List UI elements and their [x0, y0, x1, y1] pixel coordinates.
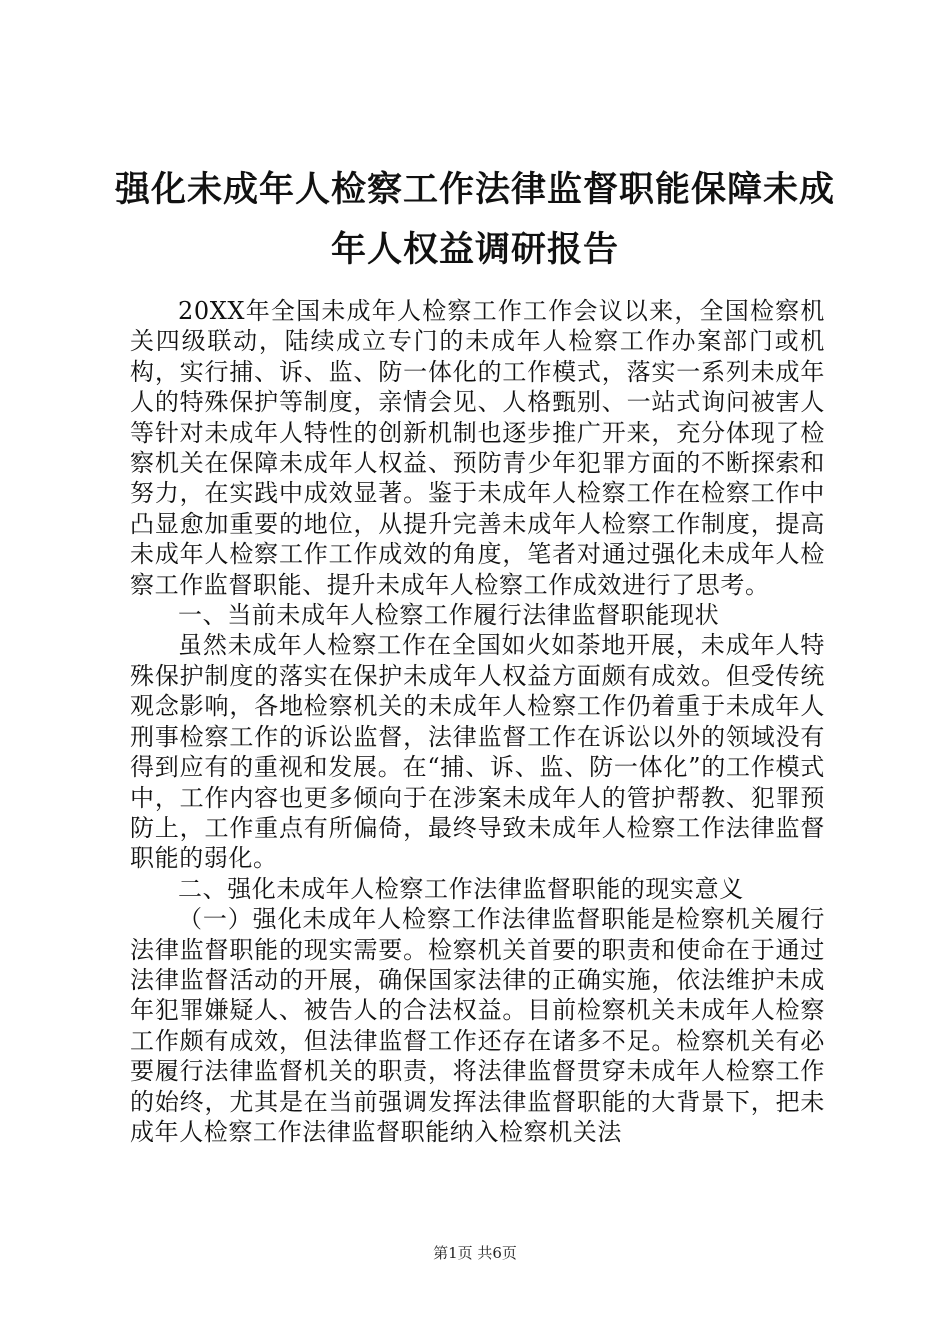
- section-heading-1: 一、当前未成年人检察工作履行法律监督职能现状: [178, 601, 720, 630]
- document-title: 强化未成年人检察工作法律监督职能保障未成年人权益调研报告: [114, 170, 835, 270]
- paragraph-significance: （一）强化未成年人检察工作法律监督职能是检察机关履行法律监督职能的现实需要。检察机关首要的职责和使命在于通过法律监督活动的开展，确保国家法律的正确实施，依法维护未成年犯罪嫌疑人、被告人的合法权益。目前检察机关未成年人检察工作颇有成效，但法律监督工作还存在诸多不足。检察机关有必要履行法律监督机关的职责，将法律监督贯穿未成年人检察工作的始终，尤其是在当前强调发挥法律监督职能的大背景下，把未成年人检察工作法律监督职能纳入检察机关法: [130, 905, 825, 1146]
- paragraph-intro: 20XX年全国未成年人检察工作工作会议以来，全国检察机关四级联动，陆续成立专门的未成年人检察工作办案部门或机构，实行捕、诉、监、防一体化的工作模式，落实一系列未成年人的特殊保护等制度，亲情会见、人格甄别、一站式询问被害人等针对未成年人特性的创新机制也逐步推广开来，充分体现了检察机关在保障未成年人权益、预防青少年犯罪方面的不断探索和努力，在实践中成效显著。鉴于未成年人检察工作在检察工作中凸显愈加重要的地位，从提升完善未成年人检察工作制度，提高未成年人检察工作工作成效的角度，笔者对通过强化未成年人检察工作监督职能、提升未成年人检察工作成效进行了思考。: [130, 297, 825, 599]
- section-heading-2: 二、强化未成年人检察工作法律监督职能的现实意义: [178, 874, 744, 903]
- page-number-footer: 第1页 共6页: [433, 1244, 517, 1262]
- paragraph-status: 虽然未成年人检察工作在全国如火如荼地开展，未成年人特殊保护制度的落实在保护未成年人权益方面颇有成效。但受传统观念影响，各地检察机关的未成年人检察工作仍着重于未成年人刑事检察工作的诉讼监督，法律监督工作在诉讼以外的领域没有得到应有的重视和发展。在“捕、诉、监、防一体化”的工作模式中，工作内容也更多倾向于在涉案未成年人的管护帮教、犯罪预防上，工作重点有所偏倚，最终导致未成年人检察工作法律监督职能的弱化。: [130, 631, 825, 873]
- document-body: [130, 296, 825, 1147]
